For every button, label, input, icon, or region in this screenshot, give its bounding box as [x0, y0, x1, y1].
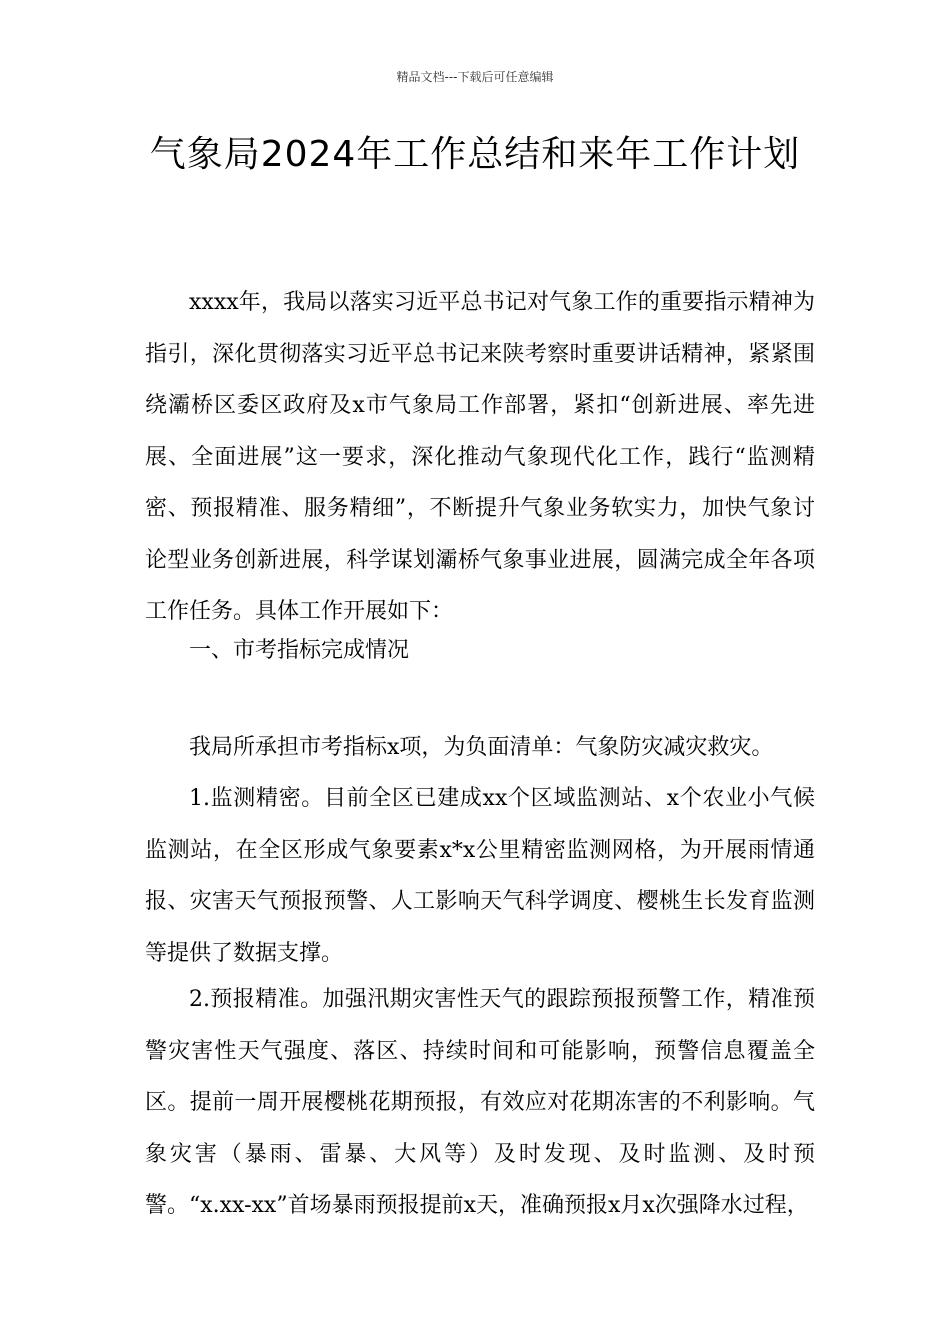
header-note: 精品文档---下载后可任意编辑 [396, 70, 554, 84]
paragraph-intro: xxxx年，我局以落实习近平总书记对气象工作的重要指示精神为指引，深化贯彻落实习近平总书记来陕考察时重要讲话精神，紧紧围绕灞桥区委区政府及x市气象局工作部署，紧扣“创新进展、率先进展、全面进展”这一要求，深化推动气象现代化工作，践行“监测精密、预报精准、服务精细”，不断提升气象业务软实力，加快气象讨论型业务创新进展，科学谋划灞桥气象事业进展，圆满完成全年各项工作任务。具体工作开展如下： [145, 290, 815, 624]
paragraph-indicators: 我局所承担市考指标x项，为负面清单：气象防灾减灾救灾。 [189, 735, 774, 760]
section-heading: 一、市考指标完成情况 [189, 638, 410, 663]
paragraph-monitoring: 1.监测精密。目前全区已建成xx个区域监测站、x个农业小气候监测站，在全区形成气象要素x*x公里精密监测网格，为开展雨情通报、灾害天气预报预警、人工影响天气科学调度、樱桃生长发育监测等提供了数据支撑。 [145, 786, 815, 966]
paragraph-forecast: 2.预报精准。加强汛期灾害性天气的跟踪预报预警工作，精准预警灾害性天气强度、落区、持续时间和可能影响，预警信息覆盖全区。提前一周开展樱桃花期预报，有效应对花期冻害的不利影响。气象灾害（暴雨、雷暴、大风等）及时发现、及时监测、及时预警。“x.xx-xx”首场暴雨预报提前x天，准确预报x月x次强降水过程， [145, 987, 815, 1218]
document-title: 气象局2024年工作总结和来年工作计划 [149, 134, 801, 175]
